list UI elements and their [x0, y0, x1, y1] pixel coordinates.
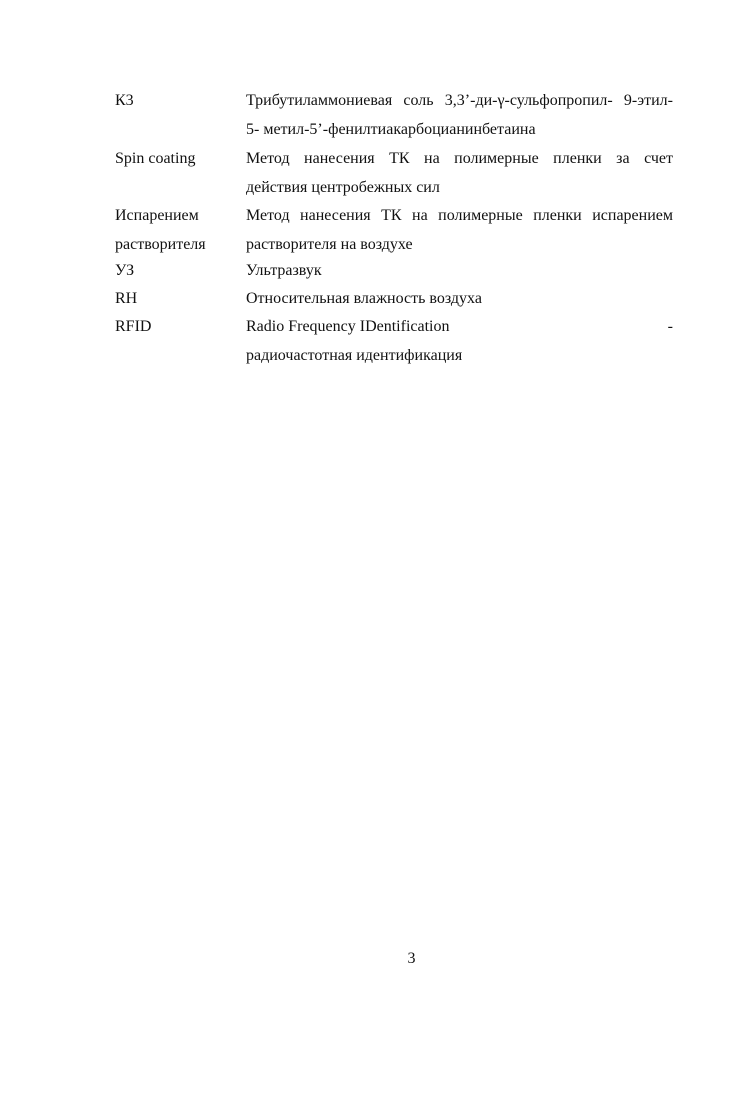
abbreviation-definition	[246, 284, 673, 313]
definition-line: радиочастотная идентификация	[246, 347, 463, 364]
definition-line: Трибутиламмониевая соль 3,3’-ди-γ-сульфопропил- 9-этил-	[246, 92, 673, 109]
abbreviation-term	[115, 144, 246, 173]
definition-dash: -	[667, 318, 673, 335]
definition-line: действия центробежных сил	[246, 179, 440, 196]
abbreviation-entry-evaporation	[115, 201, 673, 256]
term-line: УЗ	[115, 262, 135, 279]
definition-line: Ультразвук	[246, 262, 322, 279]
abbreviation-entry-rfid	[115, 312, 673, 370]
page-number: 3	[407, 950, 416, 967]
term-line: RH	[115, 290, 138, 307]
abbreviation-entry-uz	[115, 256, 673, 284]
term-line: растворителя	[115, 236, 206, 253]
abbreviation-term	[115, 312, 246, 341]
definition-line: 5- метил-5’-фенилтиакарбоцианинбетаина	[246, 121, 536, 138]
term-line: RFID	[115, 318, 152, 335]
abbreviation-definition	[246, 312, 673, 370]
term-line: Spin coating	[115, 150, 196, 167]
abbreviation-list	[115, 86, 673, 370]
abbreviation-entry-spin-coating	[115, 144, 673, 201]
abbreviation-entry-rh	[115, 284, 673, 312]
abbreviation-term	[115, 201, 246, 259]
definition-line: растворителя на воздухе	[246, 236, 413, 253]
definition-line	[246, 312, 673, 341]
term-line: К3	[115, 92, 134, 109]
definition-text: Radio Frequency IDentification	[246, 318, 450, 335]
term-line: Испарением	[115, 207, 199, 224]
abbreviation-definition	[246, 86, 673, 144]
abbreviation-entry-k3	[115, 86, 673, 144]
abbreviation-term	[115, 86, 246, 115]
abbreviation-definition	[246, 144, 673, 202]
abbreviation-definition	[246, 201, 673, 259]
definition-line: Метод нанесения ТК на полимерные пленки за счет	[246, 150, 673, 167]
definition-line: Относительная влажность воздуха	[246, 290, 482, 307]
abbreviation-definition	[246, 256, 673, 285]
definition-line: Метод нанесения ТК на полимерные пленки испарением	[246, 207, 673, 224]
abbreviation-term	[115, 284, 246, 313]
abbreviation-term	[115, 256, 246, 285]
